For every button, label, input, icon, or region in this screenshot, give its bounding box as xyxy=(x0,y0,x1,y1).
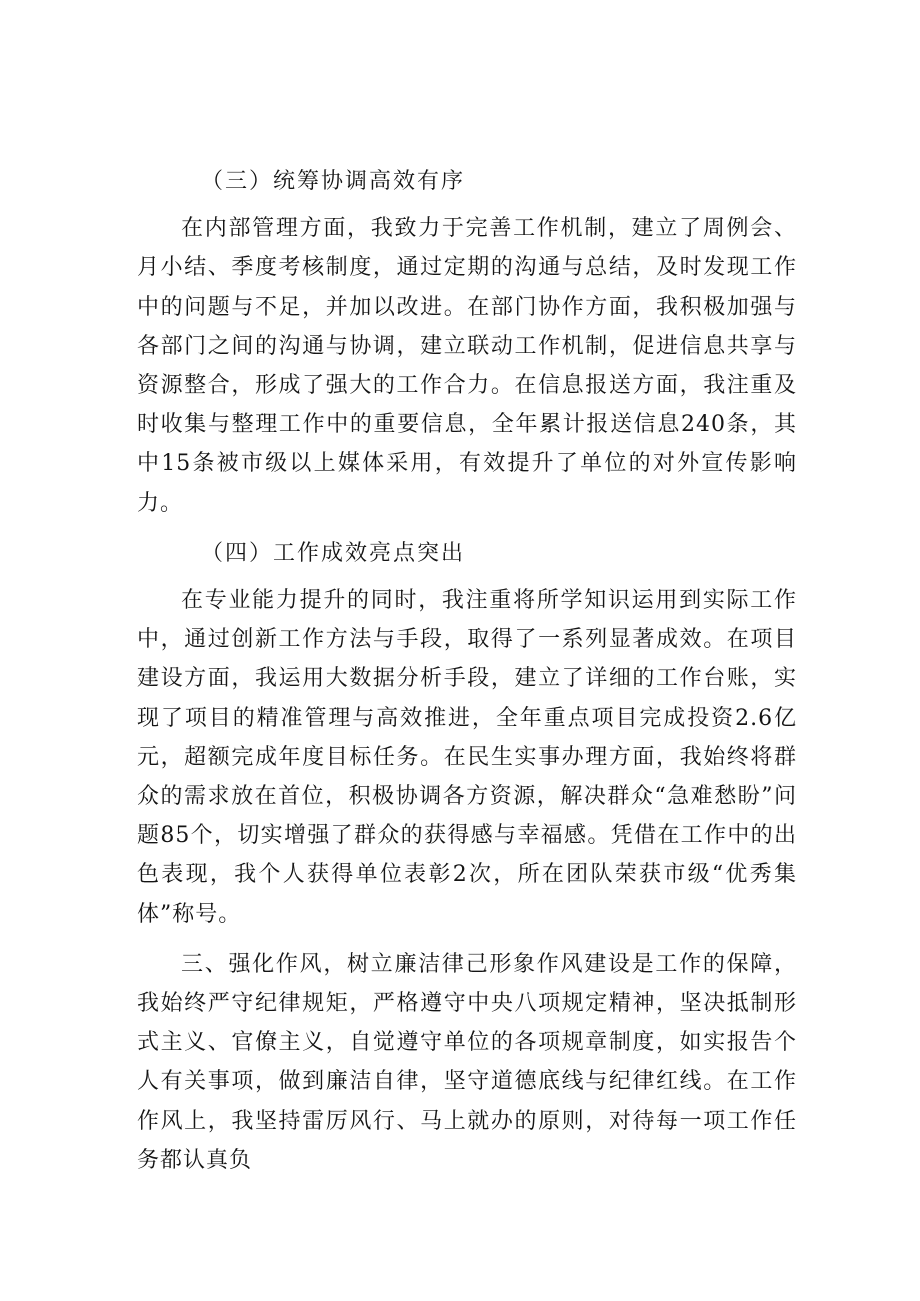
paragraph-internal-management: 在内部管理方面，我致力于完善工作机制，建立了周例会、月小结、季度考核制度，通过定期的沟通与总结，及时发现工作中的问题与不足，并加以改进。在部门协作方面，我积极加强与各部门之间的沟通与协调，建立联动工作机制，促进信息共享与资源整合，形成了强大的工作合力。在信息报送方面，我注重及时收集与整理工作中的重要信息，全年累计报送信息240条，其中15条被市级以上媒体采用，有效提升了单位的对外宣传影响力。 xyxy=(137,216,797,516)
section-heading-3: （三）统筹协调高效有序 xyxy=(201,169,466,194)
document-body xyxy=(137,162,797,1191)
paragraph-work-results: 在专业能力提升的同时，我注重将所学知识运用到实际工作中，通过创新工作方法与手段，取得了一系列显著成效。在项目建设方面，我运用大数据分析手段，建立了详细的工作台账，实现了项目的精准管理与高效推进，全年重点项目完成投资2.6亿元，超额完成年度目标任务。在民生实事办理方面，我始终将群众的需求放在首位，积极协调各方资源，解决群众“急难愁盼”问题85个，切实增强了群众的获得感与幸福感。凭借在工作中的出色表现，我个人获得单位表彰2次，所在团队荣获市级“优秀集体”称号。 xyxy=(137,588,797,927)
paragraph-work-style: 三、强化作风，树立廉洁律己形象作风建设是工作的保障，我始终严守纪律规矩，严格遵守中央八项规定精神，坚决抵制形式主义、官僚主义，自觉遵守单位的各项规章制度，如实报告个人有关事项，做到廉洁自律，坚守道德底线与纪律红线。在工作作风上，我坚持雷厉风行、马上就办的原则，对待每一项工作任务都认真负 xyxy=(137,951,797,1173)
section-heading-4: （四）工作成效亮点突出 xyxy=(201,540,466,566)
